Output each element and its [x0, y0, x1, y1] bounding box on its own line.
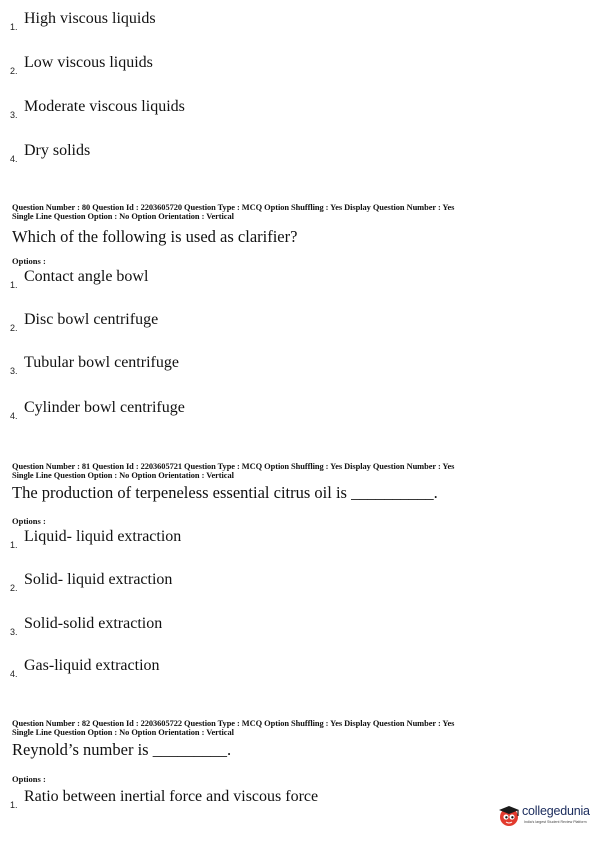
option-text: Disc bowl centrifuge [24, 311, 159, 328]
collegedunia-logo[interactable] [497, 801, 589, 833]
meta-line: Single Line Question Option : No Option Orientation : Vertical [12, 212, 234, 221]
option-number: 2. [10, 323, 18, 333]
option-number: 4. [10, 669, 18, 679]
options-label: Options : [12, 516, 46, 526]
option-text: Cylinder bowl centrifuge [24, 399, 185, 416]
option-number: 2. [10, 583, 18, 593]
option-text: Gas-liquid extraction [24, 657, 160, 674]
option-text: Low viscous liquids [24, 54, 153, 71]
option-number: 4. [10, 154, 18, 164]
option-text: High viscous liquids [24, 10, 156, 27]
option-number: 4. [10, 411, 18, 421]
meta-line: Question Number : 81 Question Id : 2203605721 Question Type : MCQ Option Shuffling : Yes Display Question Number : Yes [12, 462, 455, 471]
meta-line: Question Number : 82 Question Id : 2203605722 Question Type : MCQ Option Shuffling : Yes Display Question Number : Yes [12, 719, 455, 728]
option-text: Liquid- liquid extraction [24, 528, 182, 545]
options-label: Options : [12, 774, 46, 784]
graduate-mascot-icon [497, 803, 521, 827]
question-text: Which of the following is used as clarifier? [12, 227, 298, 246]
option-number: 3. [10, 366, 18, 376]
options-label: Options : [12, 256, 46, 266]
option-text: Moderate viscous liquids [24, 98, 185, 115]
option-number: 1. [10, 22, 18, 32]
option-text: Dry solids [24, 142, 91, 159]
option-number: 1. [10, 800, 18, 810]
logo-name: collegedunia [522, 804, 590, 818]
option-number: 3. [10, 110, 18, 120]
option-text: Contact angle bowl [24, 268, 149, 285]
option-number: 1. [10, 280, 18, 290]
option-number: 2. [10, 66, 18, 76]
option-number: 3. [10, 627, 18, 637]
option-text: Ratio between inertial force and viscous force [24, 788, 319, 805]
question-text: The production of terpeneless essential citrus oil is __________. [12, 483, 438, 502]
option-text: Solid-solid extraction [24, 615, 163, 632]
meta-line: Single Line Question Option : No Option Orientation : Vertical [12, 728, 234, 737]
option-text: Solid- liquid extraction [24, 571, 173, 588]
question-meta [12, 203, 572, 221]
logo-tagline: India's largest Student Review Platform [524, 820, 587, 824]
option-number: 1. [10, 540, 18, 550]
option-text: Tubular bowl centrifuge [24, 354, 179, 371]
question-meta [12, 719, 572, 737]
meta-line: Single Line Question Option : No Option Orientation : Vertical [12, 471, 234, 480]
meta-line: Question Number : 80 Question Id : 2203605720 Question Type : MCQ Option Shuffling : Yes Display Question Number : Yes [12, 203, 455, 212]
question-meta [12, 462, 572, 480]
question-text: Reynold’s number is _________. [12, 740, 232, 759]
